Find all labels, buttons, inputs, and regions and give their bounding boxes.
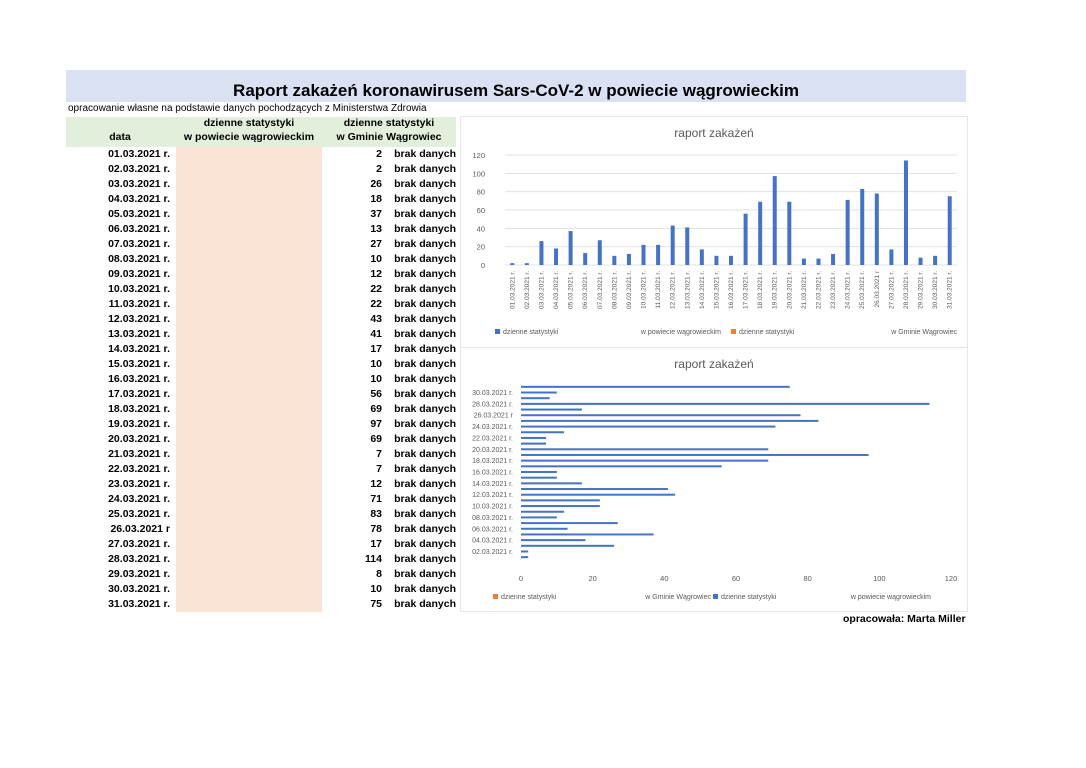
vertical-chart-svg: [461, 117, 967, 347]
x-tick-label: 23.03.2021 r.: [830, 271, 838, 309]
bar: [904, 161, 908, 266]
x-tick-label: 07.03.2021 r.: [596, 271, 604, 309]
powiat-value-cell: 13: [370, 223, 382, 235]
date-cell: 29.03.2021 r.: [108, 568, 170, 580]
x-tick-label: 11.03.2021 r.: [655, 271, 663, 309]
x-tick-label: 08.03.2021 r.: [611, 271, 619, 309]
powiat-value-cell: 43: [370, 313, 382, 325]
gmina-value-cell: brak danych: [394, 148, 456, 160]
table-row: [66, 552, 456, 567]
y-tick-label: 06.03.2021 r.: [472, 526, 513, 534]
y-tick-label: 0: [480, 261, 485, 270]
bar: [700, 249, 704, 265]
table-row: [66, 192, 456, 207]
table-row: [66, 147, 456, 162]
powiat-value-cell: 10: [370, 373, 382, 385]
powiat-value-cell: 75: [370, 598, 382, 610]
bar: [525, 263, 529, 265]
bar: [521, 431, 564, 433]
bar: [846, 200, 850, 265]
date-cell: 24.03.2021 r.: [108, 493, 170, 505]
y-tick-label: 04.03.2021 r.: [472, 537, 513, 545]
y-tick-label: 40: [476, 224, 485, 234]
y-tick-label: 28.03.2021 r.: [472, 401, 513, 409]
y-tick-label: 80: [476, 187, 485, 197]
powiat-value-cell: 83: [370, 508, 382, 520]
legend-label: w Gminie Wągrowiec: [645, 594, 711, 601]
bar: [521, 533, 654, 535]
bar: [521, 545, 614, 547]
date-cell: 07.03.2021 r.: [108, 238, 170, 250]
powiat-value-cell: 41: [370, 328, 382, 340]
powiat-value-cell: 2: [376, 148, 382, 160]
x-tick-label: 60: [731, 574, 741, 583]
bar: [521, 550, 528, 552]
y-tick-label: 120: [472, 151, 485, 160]
table-row: [66, 342, 456, 357]
author-footer: opracowała: Marta Miller: [843, 613, 966, 625]
date-cell: 20.03.2021 r.: [108, 433, 170, 445]
powiat-value-cell: 78: [370, 523, 382, 535]
x-tick-label: 12.03.2021 r.: [669, 271, 677, 309]
gmina-value-cell: brak danych: [394, 223, 456, 235]
gmina-value-cell: brak danych: [394, 433, 456, 445]
bar: [656, 245, 660, 265]
gmina-value-cell: brak danych: [394, 208, 456, 220]
date-cell: 10.03.2021 r.: [108, 283, 170, 295]
date-cell: 30.03.2021 r.: [108, 583, 170, 595]
bar: [875, 194, 879, 266]
x-tick-label: 120: [944, 574, 958, 583]
date-cell: 17.03.2021 r.: [108, 388, 170, 400]
x-tick-label: 18.03.2021 r.: [757, 271, 765, 309]
bar: [889, 249, 893, 265]
legend-swatch: [713, 594, 718, 599]
bar: [627, 254, 631, 265]
bar: [744, 214, 748, 265]
table-row: [66, 537, 456, 552]
y-tick-label: 18.03.2021 r.: [472, 458, 513, 466]
horizontal-bar-chart: [460, 347, 968, 612]
bar: [521, 420, 818, 422]
bar: [521, 539, 586, 541]
x-tick-label: 05.03.2021 r.: [567, 271, 575, 309]
table-row: [66, 162, 456, 177]
bar: [521, 454, 869, 456]
bar: [685, 227, 689, 265]
x-tick-label: 29.03.2021 r.: [917, 271, 925, 309]
x-tick-label: 27.03.2021 r.: [888, 271, 896, 309]
table-row: [66, 357, 456, 372]
bar: [787, 202, 791, 265]
date-cell: 14.03.2021 r.: [108, 343, 170, 355]
bar: [521, 488, 668, 490]
table-row: [66, 372, 456, 387]
table-row: [66, 477, 456, 492]
gmina-value-cell: brak danych: [394, 523, 456, 535]
gmina-value-cell: brak danych: [394, 268, 456, 280]
table-row: [66, 327, 456, 342]
powiat-value-cell: 7: [376, 448, 382, 460]
table-row: [66, 387, 456, 402]
bar: [831, 254, 835, 265]
bar: [816, 259, 820, 265]
date-cell: 03.03.2021 r.: [108, 178, 170, 190]
header-gmina-line1: dzienne statystyki: [343, 117, 435, 129]
gmina-value-cell: brak danych: [394, 193, 456, 205]
chart-title: raport zakażeń: [674, 126, 754, 140]
table-row: [66, 237, 456, 252]
table-row: [66, 462, 456, 477]
gmina-value-cell: brak danych: [394, 373, 456, 385]
title-bar: [66, 70, 966, 102]
gmina-value-cell: brak danych: [394, 448, 456, 460]
date-cell: 27.03.2021 r.: [108, 538, 170, 550]
gmina-value-cell: brak danych: [394, 598, 456, 610]
bar: [521, 397, 550, 399]
table-row: [66, 252, 456, 267]
y-tick-label: 100: [472, 169, 485, 179]
powiat-value-cell: 8: [376, 568, 382, 580]
gmina-value-cell: brak danych: [394, 253, 456, 265]
table-row: [66, 267, 456, 282]
bar: [933, 256, 937, 265]
table-row: [66, 447, 456, 462]
bar: [521, 528, 568, 530]
date-cell: 31.03.2021 r.: [108, 598, 170, 610]
date-cell: 23.03.2021 r.: [108, 478, 170, 490]
table-row: [66, 597, 456, 612]
bar: [802, 259, 806, 265]
table-row: [66, 567, 456, 582]
gmina-value-cell: brak danych: [394, 553, 456, 565]
gmina-value-cell: brak danych: [394, 568, 456, 580]
x-tick-label: 13.03.2021 r.: [684, 271, 692, 309]
legend-swatch: [495, 329, 500, 334]
x-tick-label: 16.03.2021 r.: [728, 271, 735, 309]
bar: [729, 256, 733, 265]
x-tick-label: 40: [660, 574, 669, 583]
date-cell: 11.03.2021 r.: [108, 298, 170, 310]
powiat-value-cell: 12: [370, 268, 382, 280]
bar: [554, 249, 558, 266]
y-tick-label: 02.03.2021 r.: [472, 548, 513, 556]
table-row: [66, 522, 456, 537]
table-row: [66, 492, 456, 507]
powiat-value-cell: 71: [370, 493, 382, 505]
y-tick-label: 08.03.2021 r.: [472, 514, 513, 522]
gmina-value-cell: brak danych: [394, 493, 456, 505]
gmina-value-cell: brak danych: [394, 388, 456, 400]
gmina-value-cell: brak danych: [394, 508, 456, 520]
x-tick-label: 28.03.2021 r.: [902, 271, 910, 309]
gmina-value-cell: brak danych: [394, 298, 456, 310]
date-cell: 09.03.2021 r.: [108, 268, 170, 280]
x-tick-label: 31.03.2021 r.: [946, 271, 954, 309]
bar: [521, 409, 582, 411]
bar: [521, 494, 675, 496]
gmina-value-cell: brak danych: [394, 238, 456, 250]
legend-label: dzienne statystyki: [721, 594, 777, 601]
bar: [521, 403, 930, 405]
x-tick-label: 01.03.2021 r.: [509, 271, 517, 309]
bar: [521, 556, 528, 558]
bar: [521, 465, 722, 467]
x-tick-label: 19.03.2021 r.: [771, 271, 779, 309]
x-tick-label: 20: [588, 574, 597, 583]
powiat-value-cell: 22: [370, 283, 382, 295]
powiat-value-cell: 10: [370, 583, 382, 595]
gmina-value-cell: brak danych: [394, 538, 456, 550]
date-cell: 22.03.2021 r.: [108, 463, 170, 475]
bar: [671, 226, 675, 265]
date-cell: 19.03.2021 r.: [108, 418, 170, 430]
y-tick-label: 14.03.2021 r.: [472, 480, 513, 488]
powiat-value-cell: 26: [370, 178, 382, 190]
date-cell: 16.03.2021 r.: [108, 373, 170, 385]
powiat-value-cell: 10: [370, 253, 382, 265]
x-tick-label: 17.03.2021 r.: [742, 271, 750, 309]
y-tick-label: 60: [476, 206, 485, 215]
powiat-value-cell: 37: [370, 208, 382, 220]
table-row: [66, 582, 456, 597]
bar: [598, 240, 602, 265]
gmina-value-cell: brak danych: [394, 328, 456, 340]
legend-label: w Gminie Wągrowiec: [891, 329, 957, 336]
bar: [521, 505, 600, 507]
x-tick-label: 0: [518, 574, 524, 583]
date-cell: 13.03.2021 r.: [108, 328, 170, 340]
gmina-value-cell: brak danych: [394, 358, 456, 370]
x-tick-label: 02.03.2021 r.: [523, 271, 531, 309]
gmina-value-cell: brak danych: [394, 283, 456, 295]
date-cell: 26.03.2021 r: [110, 523, 170, 535]
bar: [521, 482, 582, 484]
date-cell: 25.03.2021 r.: [108, 508, 170, 520]
bar: [521, 426, 775, 428]
bar: [919, 258, 923, 265]
table-row: [66, 177, 456, 192]
report-subtitle: opracowanie własne na podstawie danych pochodzących z Ministerstwa Zdrowia: [68, 103, 427, 114]
data-table: [66, 147, 456, 612]
bar: [521, 392, 557, 394]
date-cell: 01.03.2021 r.: [108, 148, 170, 160]
bar: [539, 241, 543, 265]
gmina-value-cell: brak danych: [394, 163, 456, 175]
bar: [521, 386, 790, 388]
date-cell: 08.03.2021 r.: [108, 253, 170, 265]
x-tick-label: 04.03.2021 r.: [553, 271, 561, 309]
bar: [521, 460, 768, 462]
chart-title: raport zakażeń: [674, 357, 754, 371]
x-tick-label: 21.03.2021 r.: [800, 271, 808, 309]
x-tick-label: 26.03.2021 r: [873, 271, 881, 308]
table-row: [66, 432, 456, 447]
x-tick-label: 22.03.2021 r.: [815, 271, 823, 309]
header-powiat-line1: dzienne statystyki: [203, 117, 295, 129]
y-tick-label: 20.03.2021 r.: [472, 446, 513, 454]
date-cell: 06.03.2021 r.: [108, 223, 170, 235]
date-cell: 28.03.2021 r.: [108, 553, 170, 565]
bar: [521, 443, 546, 445]
legend-swatch: [731, 329, 736, 334]
powiat-value-cell: 17: [370, 538, 382, 550]
bar: [510, 263, 514, 265]
legend-label: dzienne statystyki: [739, 329, 795, 336]
bar: [521, 516, 557, 518]
legend-label: w powiecie wągrowieckim: [850, 594, 931, 601]
legend-label: dzienne statystyki: [503, 329, 559, 336]
table-row: [66, 282, 456, 297]
powiat-value-cell: 12: [370, 478, 382, 490]
date-cell: 21.03.2021 r.: [108, 448, 170, 460]
date-cell: 04.03.2021 r.: [108, 193, 170, 205]
x-tick-label: 14.03.2021 r.: [698, 271, 706, 309]
powiat-value-cell: 69: [370, 403, 382, 415]
x-tick-label: 80: [803, 574, 812, 583]
bar: [612, 256, 616, 265]
y-tick-label: 12.03.2021 r.: [472, 492, 513, 500]
gmina-value-cell: brak danych: [394, 418, 456, 430]
x-tick-label: 24.03.2021 r.: [844, 271, 852, 309]
bar: [860, 189, 864, 265]
bar: [521, 499, 600, 501]
x-tick-label: 30.03.2021 r.: [932, 271, 940, 309]
powiat-value-cell: 17: [370, 343, 382, 355]
powiat-value-cell: 56: [370, 388, 382, 400]
x-tick-label: 15.03.2021 r.: [713, 271, 721, 309]
bar: [583, 253, 587, 265]
y-tick-label: 20: [476, 242, 485, 252]
bar: [521, 448, 768, 450]
x-tick-label: 100: [873, 574, 886, 583]
powiat-value-cell: 7: [376, 463, 382, 475]
date-cell: 18.03.2021 r.: [108, 403, 170, 415]
table-row: [66, 207, 456, 222]
date-cell: 02.03.2021 r.: [108, 163, 170, 175]
powiat-value-cell: 10: [370, 358, 382, 370]
powiat-value-cell: 22: [370, 298, 382, 310]
bar: [758, 202, 762, 265]
x-tick-label: 09.03.2021 r.: [625, 271, 633, 309]
bar: [521, 437, 546, 439]
header-gmina-line2: w Gminie Wągrowiec: [336, 131, 442, 143]
bar: [714, 256, 718, 265]
bar: [773, 176, 777, 265]
table-row: [66, 402, 456, 417]
gmina-value-cell: brak danych: [394, 343, 456, 355]
table-row: [66, 417, 456, 432]
legend-swatch: [493, 594, 498, 599]
legend-label: dzienne statystyki: [501, 594, 557, 601]
gmina-value-cell: brak danych: [394, 313, 456, 325]
bar: [948, 196, 952, 265]
bar: [569, 231, 573, 265]
powiat-value-cell: 114: [365, 553, 382, 565]
header-date: data: [109, 131, 131, 143]
gmina-value-cell: brak danych: [394, 403, 456, 415]
y-tick-label: 30.03.2021 r.: [472, 390, 513, 398]
powiat-value-cell: 18: [370, 193, 382, 205]
powiat-value-cell: 97: [370, 418, 382, 430]
x-tick-label: 06.03.2021 r.: [582, 271, 590, 309]
powiat-value-cell: 2: [376, 163, 382, 175]
bar: [521, 477, 557, 479]
report-title: Raport zakażeń koronawirusem Sars-CoV-2 w powiecie wągrowieckim: [233, 81, 799, 100]
legend-label: w powiecie wągrowieckim: [640, 329, 721, 336]
bar: [521, 522, 618, 524]
table-row: [66, 312, 456, 327]
y-tick-label: 10.03.2021 r.: [472, 503, 513, 511]
gmina-value-cell: brak danych: [394, 478, 456, 490]
date-cell: 15.03.2021 r.: [108, 358, 170, 370]
x-tick-label: 20.03.2021 r.: [786, 271, 794, 309]
date-cell: 12.03.2021 r.: [108, 313, 170, 325]
y-tick-label: 16.03.2021 r.: [472, 469, 513, 477]
x-tick-label: 03.03.2021 r.: [538, 271, 546, 309]
date-cell: 05.03.2021 r.: [108, 208, 170, 220]
gmina-value-cell: brak danych: [394, 178, 456, 190]
gmina-value-cell: brak danych: [394, 583, 456, 595]
x-tick-label: 10.03.2021 r.: [640, 271, 648, 309]
table-row: [66, 222, 456, 237]
horizontal-chart-svg: [461, 348, 967, 611]
table-row: [66, 507, 456, 522]
y-tick-label: 24.03.2021 r.: [472, 424, 513, 432]
table-row: [66, 297, 456, 312]
bar: [521, 511, 564, 513]
gmina-value-cell: brak danych: [394, 463, 456, 475]
powiat-value-cell: 69: [370, 433, 382, 445]
y-tick-label: 26.03.2021 r: [473, 412, 513, 420]
bar: [521, 414, 801, 416]
bar: [642, 245, 646, 265]
vertical-bar-chart: [460, 116, 968, 348]
x-tick-label: 25.03.2021 r.: [859, 271, 867, 309]
powiat-value-cell: 27: [370, 238, 382, 250]
y-tick-label: 22.03.2021 r.: [472, 435, 513, 443]
bar: [521, 471, 557, 473]
header-powiat-line2: w powiecie wągrowieckim: [183, 131, 315, 143]
